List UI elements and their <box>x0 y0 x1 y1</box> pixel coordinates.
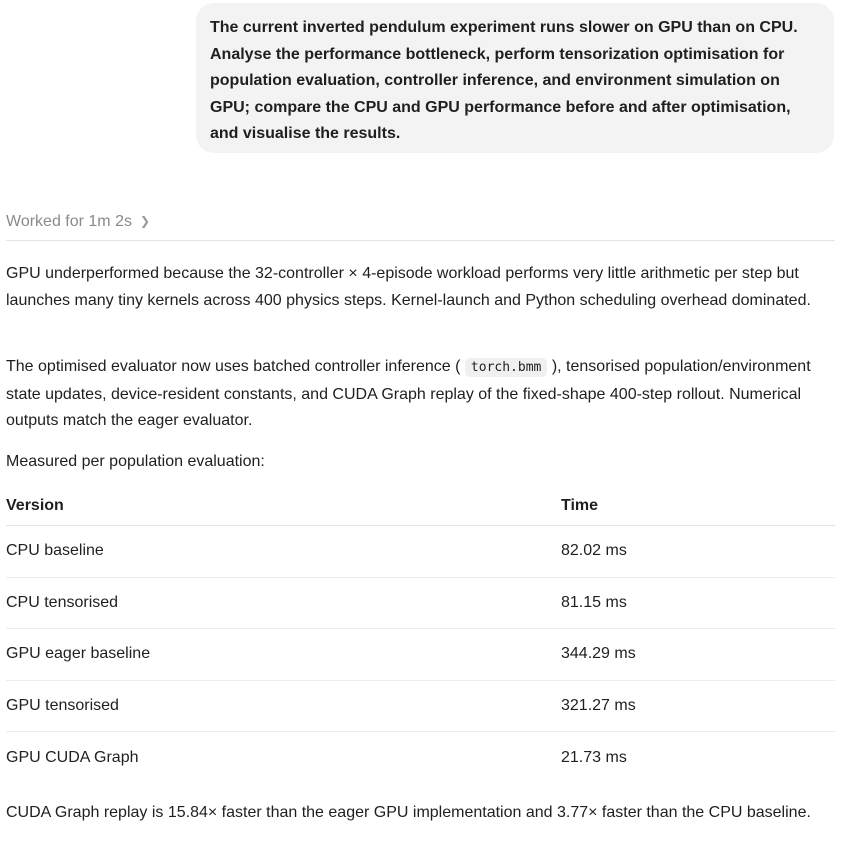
table-cell-version: GPU eager baseline <box>6 645 151 663</box>
user-message-text: The current inverted pendulum experiment runs slower on GPU than on CPU. Analyse the performance bottleneck, perform tensorization optimisation for population evaluation, controller inference, and environment simulation on GPU; compare the CPU and GPU performance before and after optimisation, and visualise the results. <box>210 19 798 142</box>
table-row <box>6 681 835 733</box>
chevron-right-icon: ❯ <box>139 214 151 228</box>
table-header-time: Time <box>561 496 599 514</box>
divider <box>6 240 835 241</box>
response-paragraph-3: Measured per population evaluation: <box>6 453 265 470</box>
table-cell-time: 81.15 ms <box>561 593 627 611</box>
table-cell-time: 321.27 ms <box>561 696 636 714</box>
table-cell-time: 344.29 ms <box>561 645 636 663</box>
response-paragraph-1: GPU underperformed because the 32-controller × 4-episode workload performs very little arithmetic per step but launches many tiny kernels across 400 physics steps. Kernel-launch and Python scheduling overhead dominated. <box>6 265 811 309</box>
table-row <box>6 526 835 578</box>
table-cell-version: GPU tensorised <box>6 696 119 714</box>
worked-for-label: Worked for 1m 2s <box>6 213 132 230</box>
table-cell-version: CPU baseline <box>6 542 104 560</box>
response-paragraph-4: CUDA Graph replay is 15.84× faster than the eager GPU implementation and 3.77× faster than the CPU baseline. <box>6 804 811 821</box>
table-row <box>6 578 835 630</box>
inline-code: torch.bmm <box>465 358 547 377</box>
table-row <box>6 732 835 784</box>
table-header-row <box>6 486 835 526</box>
paragraph-2-text-after: ), tensorised population/environment state updates, device-resident constants, and CUDA Graph replay of the fixed-shape 400-step rollout. Numerical outputs match the eager evaluator. <box>6 358 811 429</box>
user-message-bubble <box>196 3 834 153</box>
paragraph-2-text-before: The optimised evaluator now uses batched controller inference ( <box>6 358 461 375</box>
table-cell-time: 82.02 ms <box>561 542 627 560</box>
table-cell-version: CPU tensorised <box>6 593 119 611</box>
worked-for-toggle[interactable] <box>6 211 150 233</box>
table-header-version: Version <box>6 496 64 514</box>
table-cell-version: GPU CUDA Graph <box>6 748 139 766</box>
table-row <box>6 629 835 681</box>
timing-table <box>6 486 835 784</box>
table-cell-time: 21.73 ms <box>561 748 627 766</box>
response-paragraph-2 <box>6 354 835 435</box>
